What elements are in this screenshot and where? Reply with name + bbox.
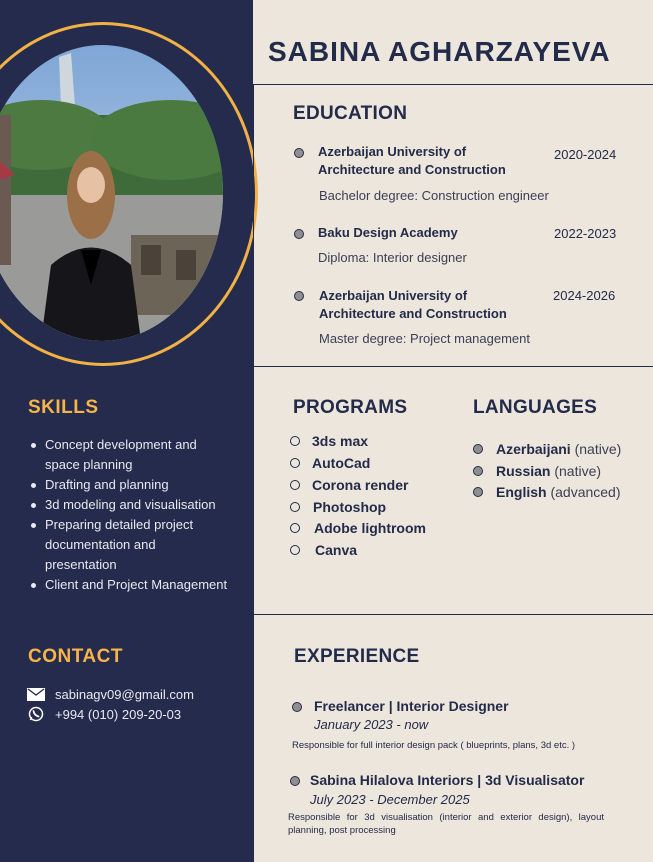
program-bullet xyxy=(290,502,300,512)
skills-heading: SKILLS xyxy=(28,397,99,418)
program-item: 3ds max xyxy=(312,433,369,449)
experience-role: Sabina Hilalova Interiors | 3d Visualisator xyxy=(310,772,585,788)
experience-description: Responsible for full interior design pack ( blueprints, plans, 3d etc. ) xyxy=(292,740,576,751)
experience-bullet xyxy=(290,776,300,786)
language-bullet xyxy=(473,444,483,454)
language-bullet xyxy=(473,487,483,497)
education-years: 2024-2026 xyxy=(553,288,616,303)
education-degree: Master degree: Project management xyxy=(319,331,530,346)
education-bullet xyxy=(294,291,304,301)
page-title: SABINA AGHARZAYEVA xyxy=(268,36,611,67)
divider xyxy=(248,84,653,85)
skills-list xyxy=(30,435,230,595)
experience-dates: July 2023 - December 2025 xyxy=(310,792,470,807)
language-item: English (advanced) xyxy=(496,484,621,500)
education-bullet xyxy=(294,229,304,239)
whatsapp-icon xyxy=(27,706,45,722)
education-bullet xyxy=(294,148,304,158)
experience-heading: EXPERIENCE xyxy=(294,646,420,667)
education-heading: EDUCATION xyxy=(293,103,408,124)
program-bullet xyxy=(290,545,300,555)
list-item: Client and Project Management xyxy=(30,575,230,595)
phone-text: +994 (010) 209-20-03 xyxy=(55,706,182,722)
languages-heading: LANGUAGES xyxy=(473,397,598,418)
email-text: sabinagv09@gmail.com xyxy=(55,686,194,702)
language-item: Russian (native) xyxy=(496,463,602,479)
program-item: Canva xyxy=(315,542,358,558)
language-bullet xyxy=(473,466,483,476)
program-item: AutoCad xyxy=(312,455,371,471)
education-school: Baku Design Academy xyxy=(318,225,458,240)
education-school: Azerbaijan University of Architecture and Construction xyxy=(319,288,507,321)
profile-photo xyxy=(0,45,223,341)
program-item: Adobe lightroom xyxy=(314,520,426,536)
list-item: Drafting and planning xyxy=(30,475,230,495)
experience-dates: January 2023 - now xyxy=(314,717,429,732)
envelope-icon xyxy=(27,686,45,702)
list-item: Concept development and space planning xyxy=(30,435,230,475)
divider xyxy=(253,366,653,367)
education-school: Azerbaijan University of Architecture and Construction xyxy=(318,144,506,177)
list-item: Preparing detailed project documentation and presentation xyxy=(30,515,230,575)
experience-bullet xyxy=(292,702,302,712)
program-bullet xyxy=(290,480,300,490)
language-item: Azerbaijani (native) xyxy=(496,441,622,457)
contact-email[interactable] xyxy=(27,686,194,702)
contact-heading: CONTACT xyxy=(28,646,123,667)
experience-description: Responsible for 3d visualisation (interior and exterior design), layout planning, post processing xyxy=(288,812,604,836)
programs-heading: PROGRAMS xyxy=(293,397,408,418)
education-years: 2022-2023 xyxy=(554,226,617,241)
program-bullet xyxy=(290,458,300,468)
divider xyxy=(253,614,653,615)
program-item: Corona render xyxy=(312,477,409,493)
experience-role: Freelancer | Interior Designer xyxy=(314,698,509,714)
program-item: Photoshop xyxy=(313,499,387,515)
list-item: 3d modeling and visualisation xyxy=(30,495,230,515)
education-degree: Diploma: Interior designer xyxy=(318,250,467,265)
program-bullet xyxy=(290,523,300,533)
contact-phone[interactable] xyxy=(27,706,181,722)
column-divider xyxy=(253,84,254,862)
education-years: 2020-2024 xyxy=(554,147,617,162)
program-bullet xyxy=(290,436,300,446)
education-degree: Bachelor degree: Construction engineer xyxy=(319,188,549,203)
